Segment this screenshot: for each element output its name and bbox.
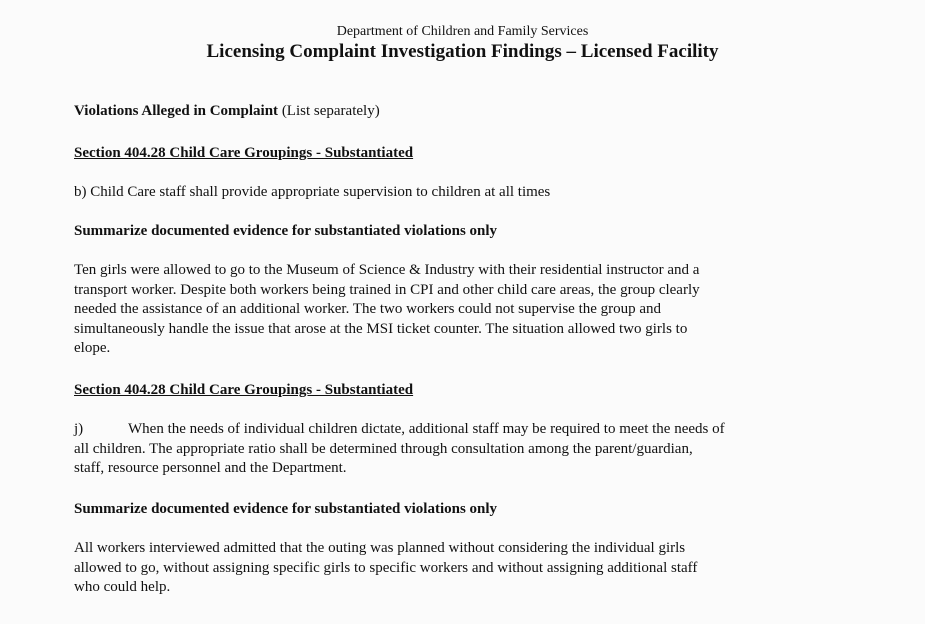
- section-2-rule-line: staff, resource personnel and the Department.: [74, 460, 347, 476]
- section-1-summary-heading: Summarize documented evidence for substantiated violations only: [74, 223, 498, 239]
- section-1-heading: Section 404.28 Child Care Groupings - Substantiated: [74, 145, 414, 161]
- section-2-evidence-line: All workers interviewed admitted that the outing was planned without considering the individual girls: [74, 540, 686, 556]
- section-1-evidence-line: Ten girls were allowed to go to the Museum of Science & Industry with their residential instructor and a: [74, 262, 700, 278]
- department-name: Department of Children and Family Services: [336, 24, 589, 39]
- section-1-evidence-line: needed the assistance of an additional worker. The two workers could not supervise the group and: [74, 301, 662, 317]
- section-2-evidence: [74, 539, 854, 598]
- violations-alleged-note: (List separately): [278, 103, 380, 119]
- section-2-rule-label: j): [74, 421, 84, 437]
- document-title: Licensing Complaint Investigation Findings – Licensed Facility: [206, 41, 719, 62]
- section-2-rule-text: When the needs of individual children dictate, additional staff may be required to meet the needs of: [128, 421, 725, 437]
- section-1-evidence-line: elope.: [74, 340, 111, 356]
- section-2-summary-heading: Summarize documented evidence for substantiated violations only: [74, 501, 498, 517]
- section-1-rule: b) Child Care staff shall provide appropriate supervision to children at all times: [74, 184, 551, 200]
- section-2-evidence-line: who could help.: [74, 579, 171, 595]
- violations-alleged-heading: Violations Alleged in Complaint: [74, 103, 279, 119]
- section-1-evidence-line: transport worker. Despite both workers being trained in CPI and other child care areas, the group clearly: [74, 281, 700, 298]
- section-1-evidence: [74, 261, 854, 359]
- section-1-evidence-line: simultaneously handle the issue that arose at the MSI ticket counter. The situation allowed two girls to: [74, 320, 688, 337]
- section-2-rule-line: [74, 420, 854, 440]
- violations-alleged-line: [74, 101, 380, 121]
- section-2-rule: [74, 420, 854, 479]
- section-2-rule-line: all children. The appropriate ratio shall be determined through consultation among the parent/guardian,: [74, 440, 693, 457]
- section-2-evidence-line: allowed to go, without assigning specific girls to specific workers and without assigning additional staff: [74, 559, 698, 576]
- section-2-heading: Section 404.28 Child Care Groupings - Substantiated: [74, 382, 414, 398]
